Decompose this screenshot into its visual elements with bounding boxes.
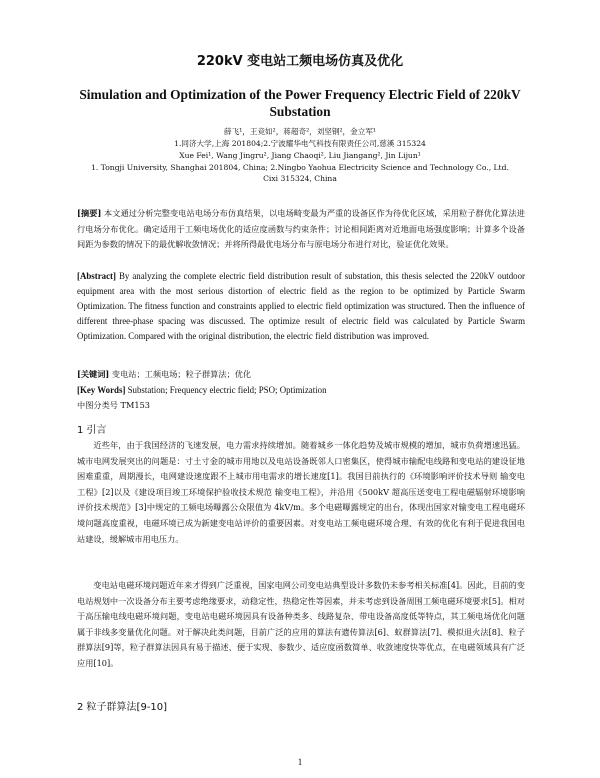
abstract-chinese bbox=[77, 206, 525, 253]
keywords-english-text: Substation; Frequency electric field; PSO; Optimization bbox=[127, 385, 327, 395]
abstract-chinese-text: 本文通过分析完整变电站电场分布仿真结果，以电场畸变最为严重的设备区作为待优化区域，采用粒子群优化算法进行电场分布优化。确定适用于工频电场优化的适应度函数与约束条件；讨论相间距离对近地面电场强度影响；计算多个设备间距为参数的情况下的最优解收敛情况；并将所得最优电场分布与原电场分布进行对比，验证优化效果。 bbox=[77, 208, 525, 249]
classification-number: 中图分类号 TM153 bbox=[77, 400, 151, 410]
paragraph-introduction-1: 近些年，由于我国经济的飞速发展，电力需求持续增加。随着城乡一体化趋势及城市规模的增加，城市负荷增速迅猛。城市电网发展突出的问题是：寸土寸金的城市用地以及电站设备既邻人口密集区，使得城市输配电线路和变电站的建设征地困难重重，周期漫长，电网建设速度跟不上城市用电需求的增长速度[1]。我国目前执行的《环境影响评价技术导则 输变电工程》[2]以及《建设项目竣工环境保护验收技术规范 输变电工程》，并沿用《500kV 超高压送变电工程电磁辐射环境影响评价技术规范》[3]中规定的工频电场曝露公众限值为 4kV/m。多个电磁曝露规定的出台，体现出国家对输变电工程电磁环境问题高度重视，电磁环境已成为新建变电站评价的重要因素。对变电站工频电磁环境合理、有效的优化有利于促进我国电站建设，缓解城市用电压力。 bbox=[77, 440, 525, 544]
page-number: 1 bbox=[297, 757, 303, 767]
paragraph-introduction-2: 变电站电磁环境问题近年来才得到广泛重视，国家电网公司变电站典型设计多数仍未参考相关标准[4]。因此，目前的变电站规划中一次设备分布主要考虑绝缘要求，动稳定性，热稳定性等因素，并未考虑到设备周围工频电磁环境要求[5]。相对于高压输电线电磁环境问题，变电站电磁环境因具有设备种类多、线路复杂、带电设备高度低等特点，其工频电场优化问题属于非线多变量优化问题。对于解决此类问题，目前广泛的应用的算法有遗传算法[6]、蚁群算法[7]、模拟退火法[8]、粒子群算法[9]等，粒子群算法因具有易于描述、便于实现、参数少、适应度函数简单、收敛速度快等优点，在电磁领域具有广泛应用[10]。 bbox=[77, 580, 525, 668]
keywords-chinese-label: [关键词] bbox=[77, 369, 110, 379]
keywords-chinese-text: 变电站；工频电场；粒子群算法；优化 bbox=[111, 369, 252, 379]
affiliation-chinese: 1.同济大学,上海 201804;2.宁波耀华电气科技有限责任公司,慈溪 315324 bbox=[174, 139, 426, 148]
title-english: Simulation and Optimization of the Power Frequency Electric Field of 220kV Substation bbox=[79, 87, 521, 119]
authors-english: Xue Fei¹, Wang Jingru², Jiang Chaoqi², Liu Jiangang², Jin Lijun¹ bbox=[179, 151, 421, 160]
section-heading-introduction: 1 引言 bbox=[77, 425, 107, 436]
keywords-english bbox=[77, 383, 525, 398]
title-chinese: 220kV 变电站工频电场仿真及优化 bbox=[196, 54, 404, 69]
abstract-english-label: [Abstract] bbox=[77, 271, 116, 281]
abstract-english bbox=[77, 269, 525, 344]
authors-chinese: 薛飞¹，王竞如²，蒋超奇²，刘坚钢²，金立军¹ bbox=[224, 127, 376, 136]
keywords-chinese bbox=[77, 367, 525, 383]
abstract-chinese-label: [摘要] bbox=[77, 208, 102, 218]
affiliation-english: 1. Tongji University, Shanghai 201804, China; 2.Ningbo Yaohua Electricity Science and Technology Co., Ltd. Cixi 315324, China bbox=[91, 163, 509, 183]
keywords-english-label: [Key Words] bbox=[77, 385, 126, 395]
abstract-english-text: By analyzing the complete electric field distribution result of substation, this thesis selected the 220kV outdoor equipment area with the most serious distortion of electric field as the region to be optimized by Particle Swarm Optimization. The fitness function and constraints applied to electric field optimization was structured. Then the influence of different three-phase spacing was discussed. The optimize result of electric field was calculated by Particle Swarm Optimization. Compared with the original distribution, the electric field distribution was improved. bbox=[77, 271, 525, 341]
section-heading-pso: 2 粒子群算法[9-10] bbox=[77, 702, 168, 713]
